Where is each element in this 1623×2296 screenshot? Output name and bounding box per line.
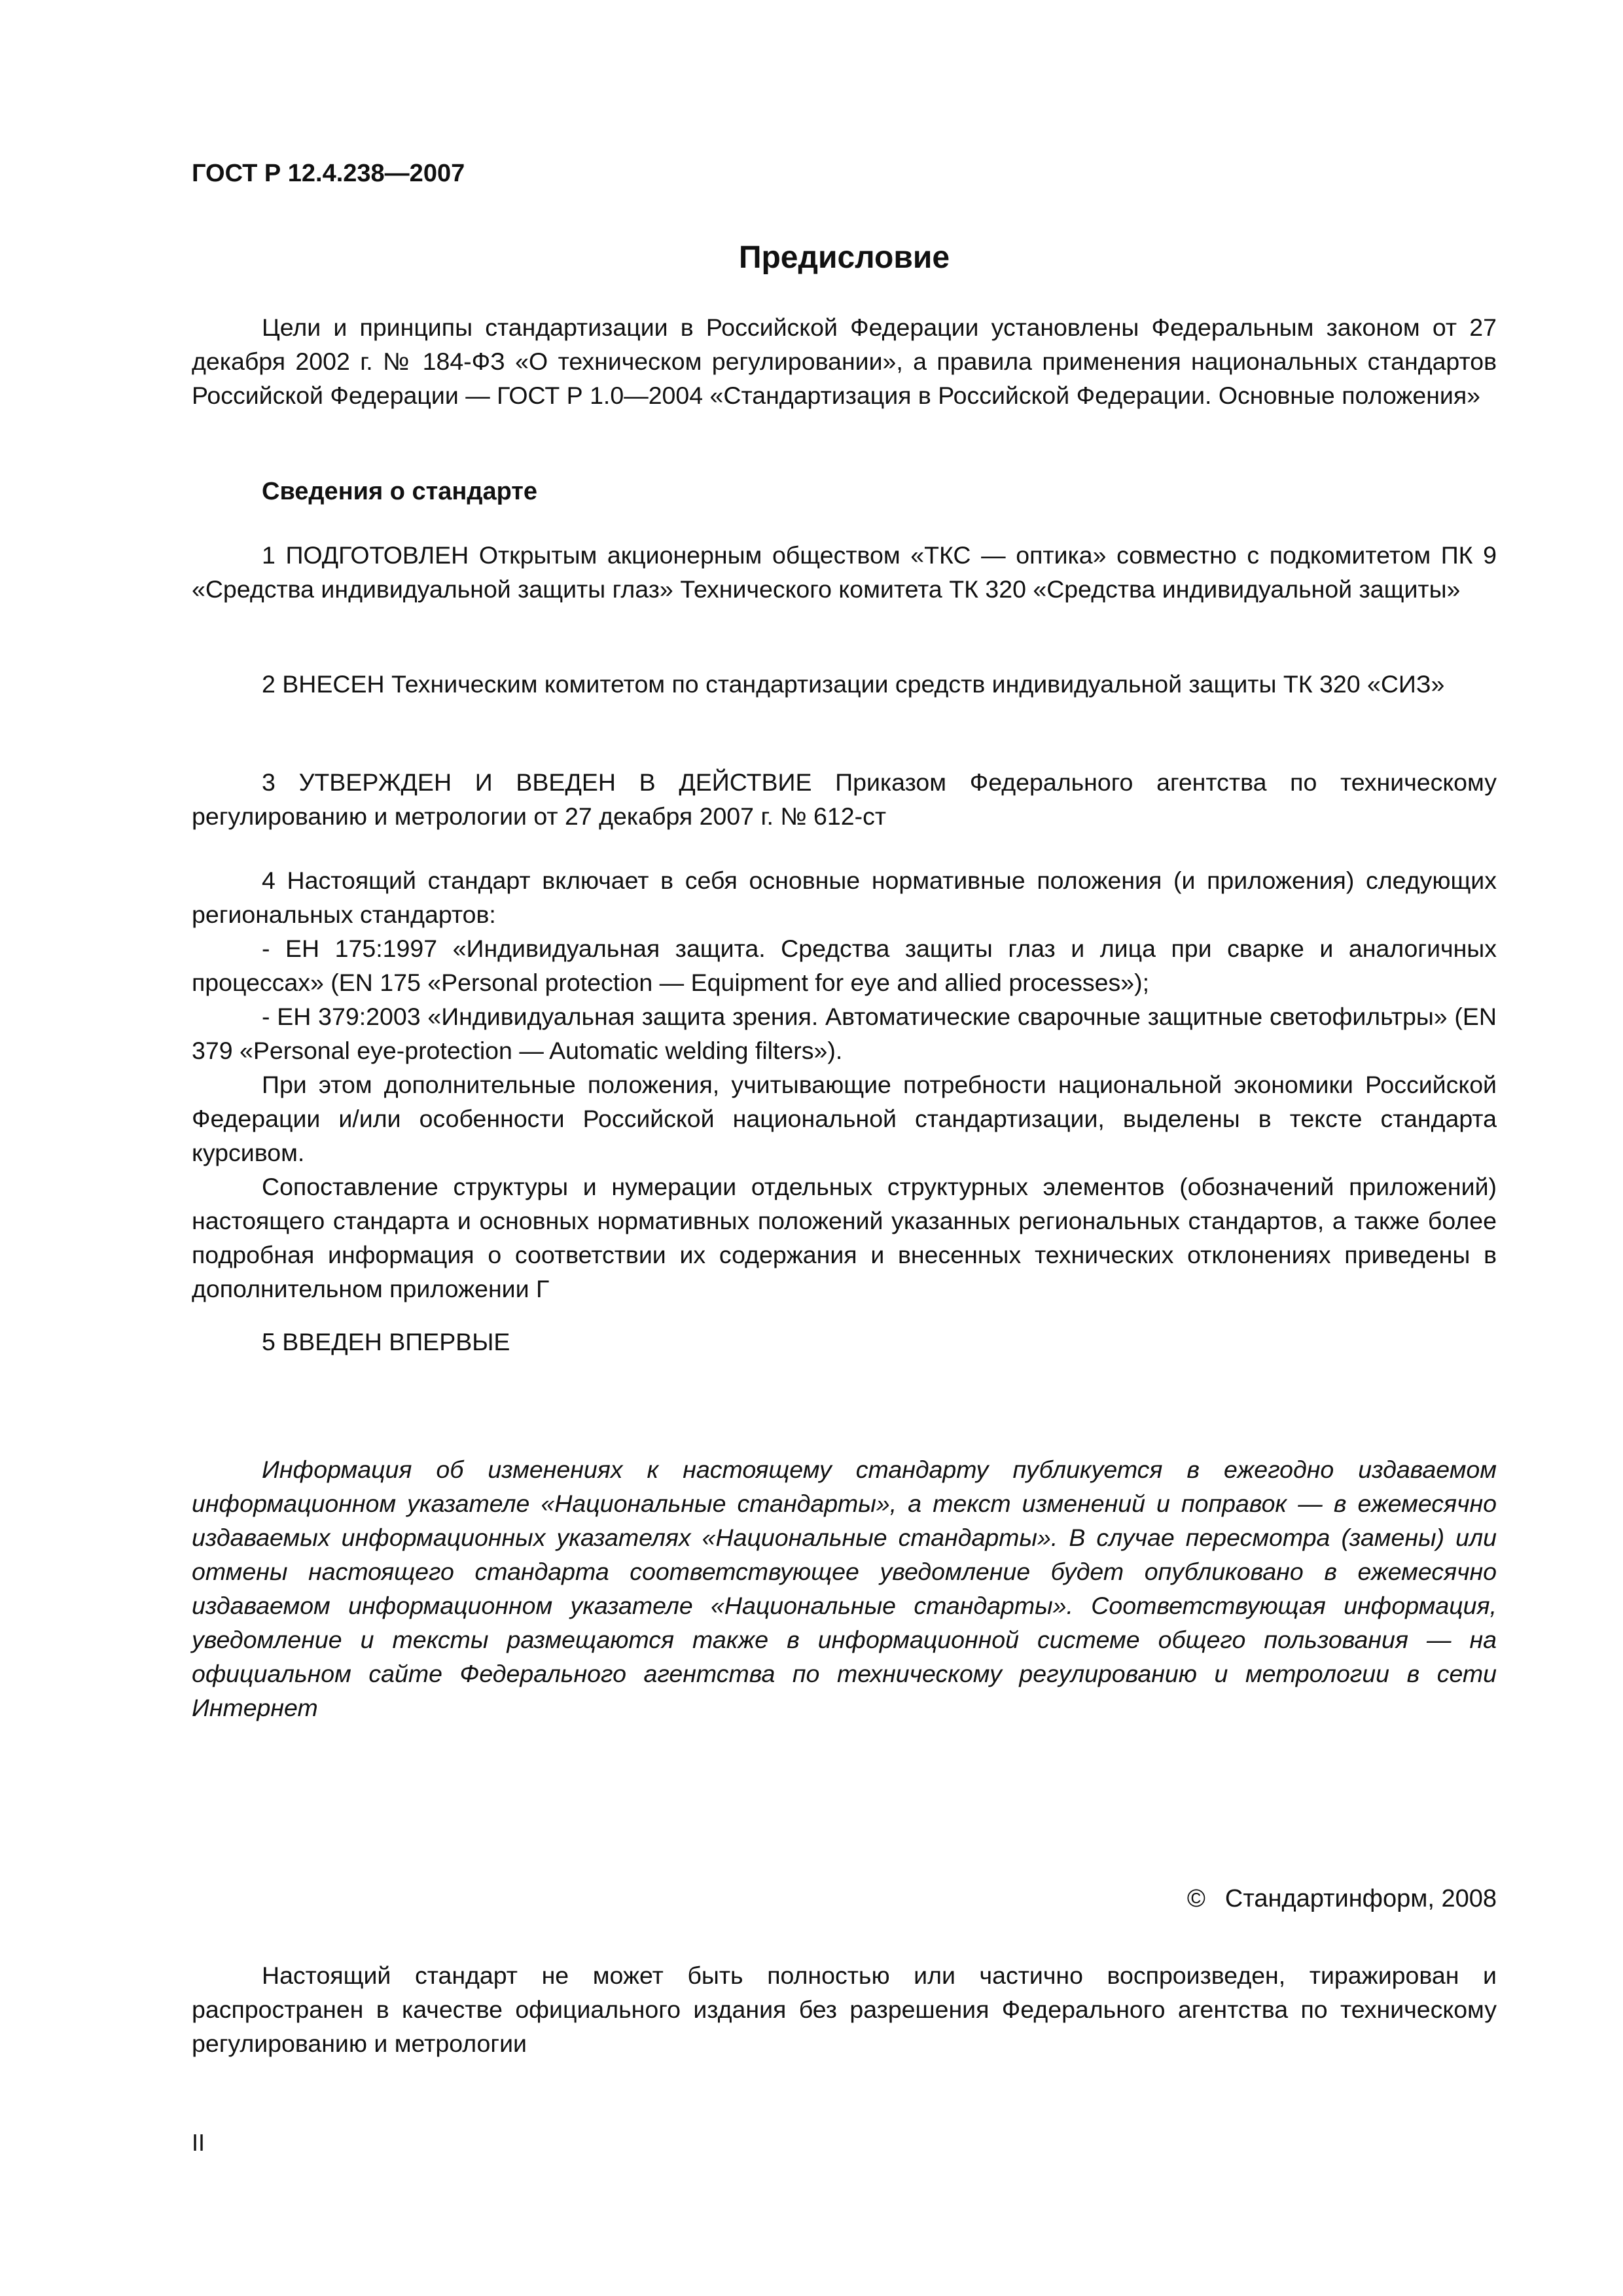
info-notice-paragraph: Информация об изменениях к настоящему стандарту публикуется в ежегодно издаваемом информационном указателе «Национальные стандарты», а текст изменений и поправок — в ежемесячно издаваемых информационных указателях «Национальные стандарты». В случае пересмотра (замены) или отмены настоящего стандарта соответствующее уведомление будет опубликовано в ежемесячно издаваемом информационном указателе «Национальные стандарты». Соответствующая информация, уведомление и тексты размещаются также в информационной системе общего пользования — на официальном сайте Федерального агентства по техническому регулированию и метрологии в сети Интернет — [192, 1456, 1497, 1721]
reproduction-notice-block — [192, 1958, 1497, 2060]
item-4-para-2: Сопоставление структуры и нумерации отдельных структурных элементов (обозначений приложений) настоящего стандарта и основных нормативных положений указанных региональных стандартов, а также более подробная информация о соответствии их содержания и внесенных технических отклонениях приведены в дополнительном приложении Г — [192, 1173, 1497, 1302]
item-1-paragraph: 1 ПОДГОТОВЛЕН Открытым акционерным обществом «ТКС — оптика» совместно с подкомитетом ПК 9 «Средства индивидуальной защиты глаз» Технического комитета ТК 320 «Средства индивидуальной защиты» — [192, 541, 1497, 603]
item-2-paragraph: 2 ВНЕСЕН Техническим комитетом по стандартизации средств индивидуальной защиты ТК 320 «СИЗ» — [262, 670, 1445, 698]
page-number: II — [192, 2129, 205, 2156]
item-4-dash-2: - ЕН 379:2003 «Индивидуальная защита зрения. Автоматические сварочные защитные светофильтры» (EN 379 «Personal eye-protection — Automatic welding filters»). — [192, 1003, 1497, 1064]
item-5-block — [192, 1325, 1497, 1359]
item-4-dash-1: - ЕН 175:1997 «Индивидуальная защита. Средства защиты глаз и лица при сварке и аналогичных процессах» (EN 175 «Personal protection — Equipment for eye and allied processes»); — [192, 935, 1497, 996]
reproduction-notice-paragraph: Настоящий стандарт не может быть полностью или частично воспроизведен, тиражирован и распространен в качестве официального издания без разрешения Федерального агентства по техническому регулированию и метрологии — [192, 1962, 1497, 2057]
copyright-icon: © — [1186, 1885, 1205, 1912]
item-2-block — [192, 667, 1497, 701]
item-4-block — [192, 863, 1497, 1306]
intro-block — [192, 310, 1497, 412]
section-heading: Сведения о стандарте — [262, 478, 538, 505]
document-code: ГОСТ Р 12.4.238—2007 — [192, 160, 465, 187]
copyright-line — [1187, 1885, 1497, 1913]
page-title: Предисловие — [738, 240, 950, 275]
item-4-para-1: При этом дополнительные положения, учитывающие потребности национальной экономики Российской Федерации и/или особенности Российской национальной стандартизации, выделены в тексте стандарта курсивом. — [192, 1071, 1497, 1166]
item-3-paragraph: 3 УТВЕРЖДЕН И ВВЕДЕН В ДЕЙСТВИЕ Приказом Федерального агентства по техническому регулированию и метрологии от 27 декабря 2007 г. № 612-ст — [192, 768, 1497, 830]
item-4-paragraph: 4 Настоящий стандарт включает в себя основные нормативные положения (и приложения) следующих региональных стандартов: — [192, 867, 1497, 928]
item-1-block — [192, 538, 1497, 606]
info-notice-block — [192, 1452, 1497, 1725]
item-3-block — [192, 765, 1497, 833]
copyright-text: Стандартинформ, 2008 — [1224, 1885, 1497, 1912]
intro-paragraph: Цели и принципы стандартизации в Российской Федерации установлены Федеральным законом от 27 декабря 2002 г. № 184-ФЗ «О техническом регулировании», а правила применения национальных стандартов Российской Федерации — ГОСТ Р 1.0—2004 «Стандартизация в Российской Федерации. Основные положения» — [192, 314, 1497, 409]
item-5-paragraph: 5 ВВЕДЕН ВПЕРВЫЕ — [262, 1328, 510, 1355]
